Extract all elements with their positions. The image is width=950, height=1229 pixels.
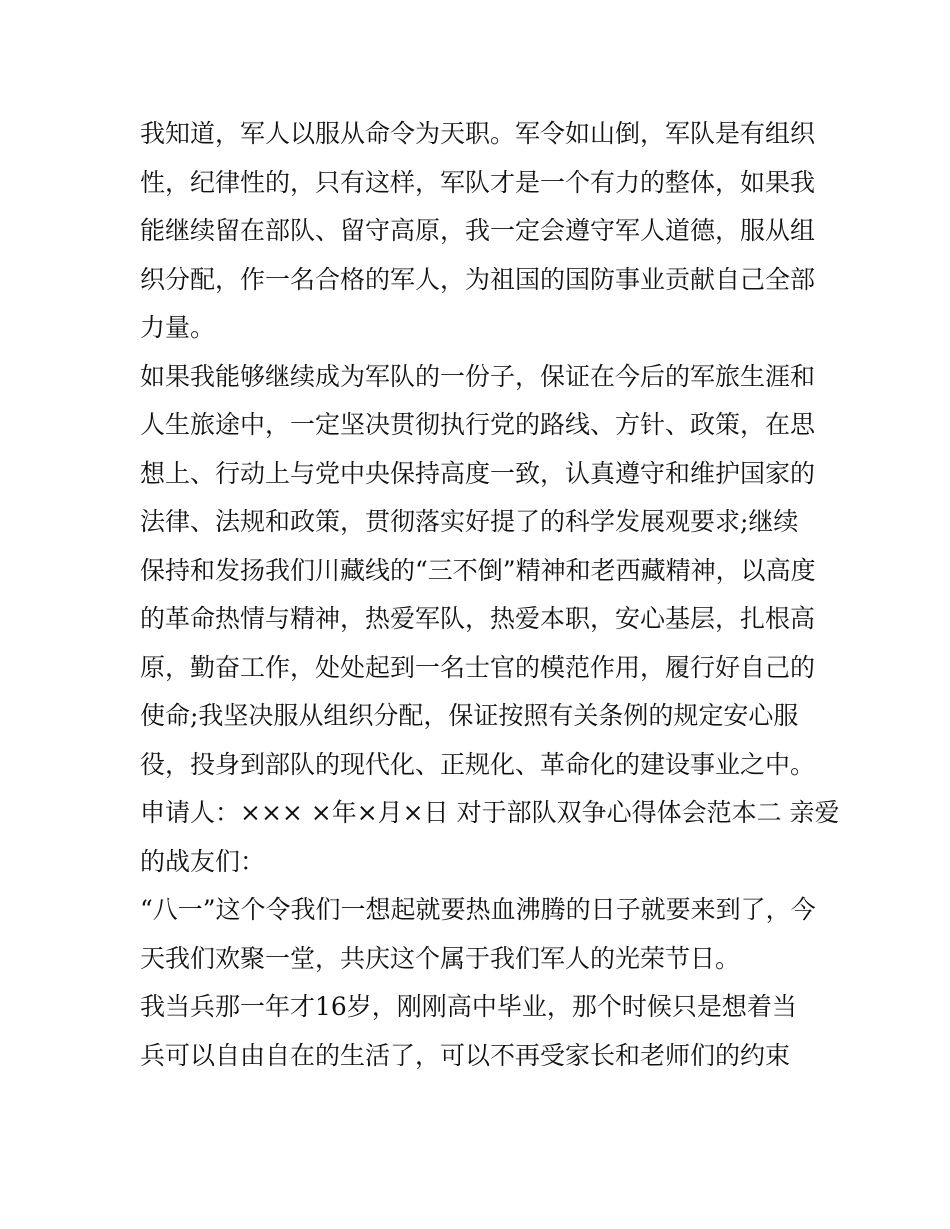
text-line: 如果我能够继续成为军队的一份子，保证在今后的军旅生涯和 <box>140 361 816 391</box>
text-line: 保持和发扬我们川藏线的“三不倒”精神和老西藏精神，以高度 <box>140 555 816 585</box>
text-line: 使命;我坚决服从组织分配，保证按照有关条例的规定安心服 <box>140 701 799 730</box>
document-body <box>140 110 840 1080</box>
text-line: 申请人：××× ×年×月×日 对于部队双争心得体会范本二 亲爱 <box>140 798 840 827</box>
text-line: 织分配，作一名合格的军人，为祖国的国防事业贡献自己全部 <box>140 264 816 294</box>
text-line: 想上、行动上与党中央保持高度一致，认真遵守和维护国家的 <box>140 458 816 488</box>
text-line: 能继续留在部队、留守高原，我一定会遵守军人道德，服从组 <box>140 216 816 245</box>
text-line: 人生旅途中，一定坚决贯彻执行党的路线、方针、政策，在思 <box>140 410 816 439</box>
text-line: 我当兵那一年才16岁，刚刚高中毕业，那个时候只是想着当 <box>140 992 797 1021</box>
text-line: 法律、法规和政策，贯彻落实好提了的科学发展观要求;继续 <box>140 507 799 536</box>
text-line: 的战友们： <box>140 846 266 876</box>
text-line: 力量。 <box>140 313 216 342</box>
text-line: 役，投身到部队的现代化、正规化、革命化的建设事业之中。 <box>140 749 816 779</box>
text-line: 天我们欢聚一堂，共庆这个属于我们军人的光荣节日。 <box>140 943 741 973</box>
text-line: 性，纪律性的，只有这样，军队才是一个有力的整体，如果我 <box>140 167 816 197</box>
text-line: 的革命热情与精神，热爱军队，热爱本职，安心基层，扎根高 <box>140 604 816 633</box>
text-line: “八一”这个令我们一想起就要热血沸腾的日子就要来到了，今 <box>140 895 816 924</box>
text-line: 原，勤奋工作，处处起到一名士官的模范作用，履行好自己的 <box>140 652 816 682</box>
text-line: 我知道，军人以服从命令为天职。军令如山倒，军队是有组织 <box>140 119 816 148</box>
text-line: 兵可以自由自在的生活了，可以不再受家长和老师们的约束 <box>140 1040 791 1070</box>
